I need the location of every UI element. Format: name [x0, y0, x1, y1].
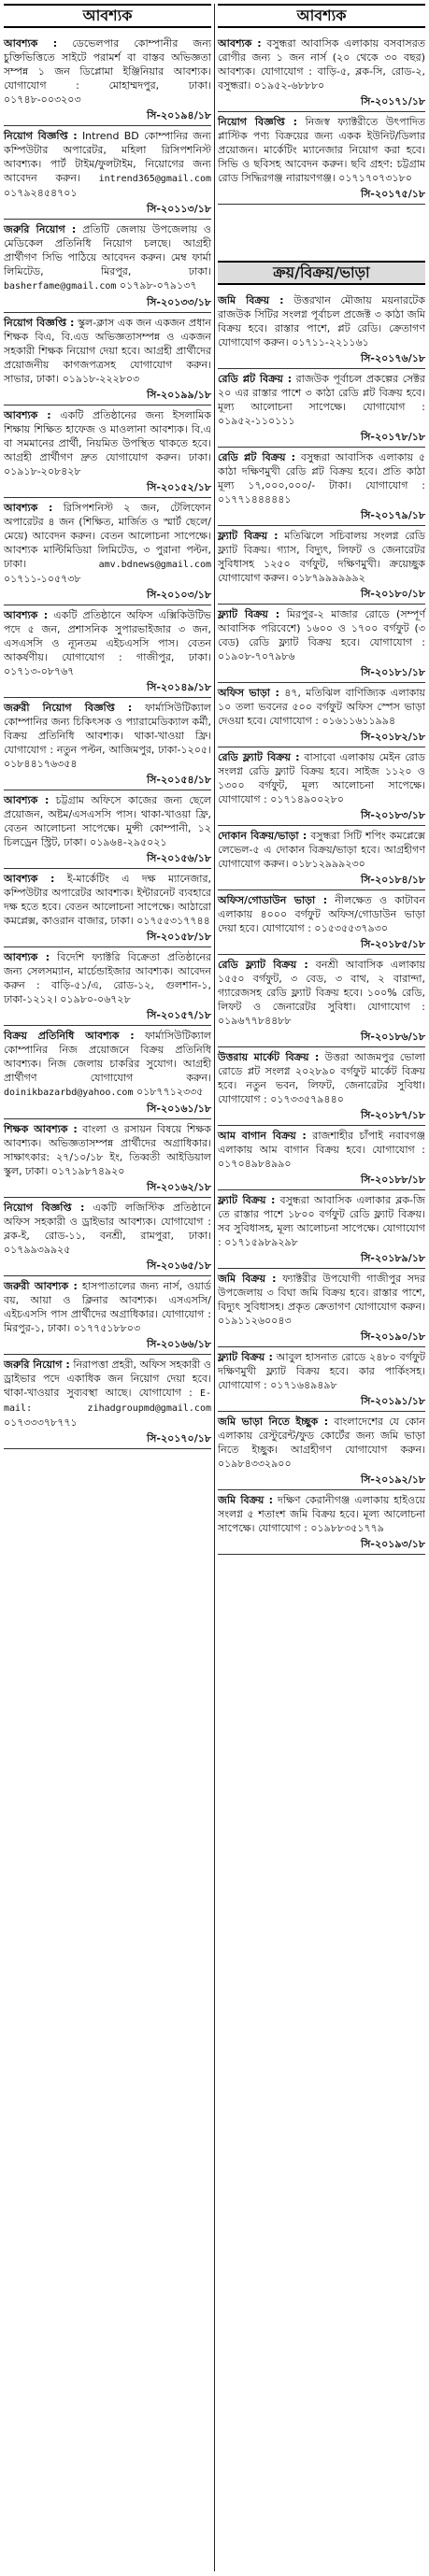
- classified-ad: [218, 826, 425, 890]
- ad-email[interactable]: intrend365@gmail.com: [98, 174, 211, 184]
- ad-title: শিক্ষক আবশ্যক :: [4, 1123, 78, 1135]
- classified-ad: [218, 34, 425, 112]
- ad-email[interactable]: doinikbazarbd@yahoo.com: [4, 1088, 134, 1098]
- ad-body: বসুন্ধরা সিটি শপিং কমপ্লেক্সে লেভেল-৫ এ দোকান বিক্রয়/ভাড়া হবে। আগ্রহীগণ যোগাযোগ করুন।: [218, 830, 426, 870]
- classified-ad: [218, 526, 425, 605]
- classified-ad: [218, 890, 425, 955]
- ad-body: বনশ্রী আবাসিক এলাকায় ১৫৫০ বর্গফুট, ৩ বেড, ৩ বাথ, ২ বারান্দা, গ্যারেজসহ রেডি ফ্ল্যাট বিক্রয় হবে। ১০০% রেডি, লিফট ও জেনারেটর সুবিধা। যোগাযোগ :: [218, 959, 426, 1013]
- ad-phone: ০১৭৩৩৩৭৮৭৭১: [4, 1416, 78, 1429]
- ad-phone: ০১৮৭৭১২৩৩৫: [136, 1086, 204, 1098]
- ad-body: বাসাবো এলাকায় মেইন রোড সংলগ্ন রেডি ফ্ল্যাট বিক্রয় হবে। সাইজ ১১২০ ও ১৩০০ বর্গফুট, মূল্য আলোচনা সাপেক্ষে। যোগাযোগ :: [218, 751, 425, 805]
- ad-phone: ০১৯৮৪৩৩২৯০০: [218, 1458, 292, 1470]
- ad-phone: ০১৭৫৫৩১৭৭৪৪: [136, 915, 210, 927]
- classified-ad: [218, 605, 425, 683]
- ad-body: একটি প্রতিষ্ঠানের জন্য ইসলামিক শিক্ষায় শিক্ষিত হাফেজ ও মাওলানা আবশ্যক। বি.এ বা সমমানের প্রার্থী, নিয়মিত উপস্থিত থাকতে হবে। আগ্রহী প্রার্থীগণ দ্রুত যোগাযোগ করুন। ঢাকা।: [4, 409, 212, 463]
- ad-body: ফ্যাক্টরীর উপযোগী গাজীপুর সদর উপজেলায় ৩ বিঘা জমি বিক্রয় হবে। রাস্তার পাশে, বিদ্যুৎ সুবিধাসহ। প্রকৃত ক্রেতাগণ যোগাযোগ করুন।: [218, 1273, 426, 1313]
- ad-body: রাজউক পূর্বাচল প্রকল্পের সেক্টর ২০ এর রাস্তার পাশে ৩ কাঠা রেডি প্লট বিক্রয় হবে। মূল্য আলোচনা সাপেক্ষে। যোগাযোগ :: [218, 373, 425, 413]
- ad-title: নিয়োগ বিজ্ঞপ্তি :: [4, 317, 75, 329]
- classified-ad: [4, 605, 211, 698]
- ad-reference-id: সি-২০১৬২/১৮: [146, 1181, 211, 1193]
- ad-reference-id: সি-২০১৭৯/১৮: [360, 509, 425, 521]
- ad-title: আবশ্যক :: [4, 37, 58, 50]
- ad-reference-id: সি-২০১৯৩/১৮: [360, 1538, 425, 1550]
- ad-title: রেডি ফ্ল্যাট বিক্রয় :: [218, 959, 308, 971]
- classified-ad: [4, 1119, 211, 1198]
- ad-title: জরুরি নিয়োগ :: [4, 223, 77, 235]
- section-gap: [218, 205, 425, 261]
- ad-phone: ০১৭১৯৮৭৪৯২০: [50, 1165, 125, 1177]
- ad-phone: ০১৫৩৫৫৩৭৯৩০: [314, 922, 389, 934]
- ad-phone: ০১৯১১২৬০০৪৩: [218, 1315, 292, 1327]
- classified-ad: [4, 313, 211, 406]
- ad-title: জরুরী আবশ্যক :: [4, 1280, 78, 1292]
- ad-reference-id: সি-২০১৮৯/১৮: [361, 1252, 425, 1264]
- ad-body: নিরাপত্তা প্রহরী, অফিস সহকারী ও ড্রাইভার পদে একাধিক জন নিয়োগ দেয়া হবে। থাকা-খাওয়ার সুব্যবস্থা আছে। যোগাযোগ :: [4, 1359, 211, 1399]
- classified-ad: [218, 1269, 425, 1347]
- ad-reference-id: সি-২০১৮৩/১৮: [360, 809, 425, 821]
- ad-body: ফার্মাসিউটিক্যাল কোম্পানির নিজ প্রয়োজনে বিক্রয় প্রতিনিধি আবশ্যক। নিজ জেলায় চাকরির সুযোগ। আগ্রহী প্রার্থীগণ যোগাযোগ করুন।: [4, 1030, 211, 1084]
- ad-email[interactable]: amv.bdnews@gmail.com: [98, 560, 211, 570]
- ad-reference-id: সি-২০১৯০/১৮: [360, 1331, 425, 1343]
- classified-ad: [4, 1198, 211, 1276]
- ad-body: মিরপুর-২ মাজার রোডে (সম্পূর্ণ আবাসিক পরিবেশে) ১৬০০ ও ১৭০০ বর্গফুট (৩ বেড) রেডি ফ্ল্যাট বিক্রয় হবে। যোগাযোগ :: [218, 608, 425, 648]
- ad-reference-id: সি-২০১৮০/১৮: [360, 588, 425, 600]
- ad-title: আম বাগান বিক্রয় :: [218, 1130, 307, 1142]
- ad-phone: ০১৯৫২-১১০১১১: [218, 415, 295, 427]
- ad-phone: ০১৮১২৯৯৯২৩০: [292, 858, 365, 870]
- ad-title: জমি ভাড়া নিতে ইচ্ছুক :: [218, 1416, 329, 1428]
- ad-reference-id: সি-২০১১৩/১৮: [146, 203, 211, 215]
- classified-ad: [218, 1347, 425, 1412]
- ad-reference-id: সি-২০১৭৬/১৮: [360, 352, 425, 364]
- ad-reference-id: সি-২০১৫২/১৮: [146, 481, 211, 493]
- ad-phone: ০১৯৫২-৬৮৮৮০: [253, 79, 325, 92]
- ad-title: নিয়োগ বিজ্ঞপ্তি :: [218, 116, 298, 128]
- classified-ad: [4, 126, 211, 220]
- ad-phone: ০১৯১৮-২০৮৪২৮: [4, 465, 81, 477]
- ad-reference-id: সি-২০১৮২/১৮: [360, 731, 425, 743]
- ad-reference-id: সি-২০১৯৯/১৮: [147, 389, 211, 401]
- left-ads-list: [4, 34, 211, 1449]
- ad-title: আবশ্যক :: [218, 37, 262, 50]
- ad-phone: ০১৯৮০-০৬৭২৮: [60, 993, 131, 1005]
- ad-reference-id: সি-২০১৮৫/১৮: [361, 938, 425, 950]
- ad-body: আবুল হাসনাত রোডে ২৪৮০ বর্গফুট দক্ষিণমুখী ফ্ল্যাট বিক্রয় হবে। কার পার্কিংসহ। যোগাযোগ :: [218, 1351, 426, 1391]
- ad-phone: ০১৯০৮-৭০৭৯৮৬: [218, 650, 295, 662]
- ad-reference-id: সি-২০১৮৬/১৮: [360, 1031, 425, 1043]
- classified-ad: [4, 406, 211, 498]
- ad-reference-id: সি-২০১৯৪/১৮: [147, 109, 211, 121]
- ad-phone: ০১৭১৫৯৮৯২৯৮: [224, 1236, 298, 1248]
- ad-phone: ০১৭১৪৯০০২৮০: [270, 793, 344, 805]
- ad-body: ডেভেলপার কোম্পানীর জন্য চুক্তিভিত্তিতে সাইটে পরামর্শ বা বাস্তব অভিজ্ঞতা সম্পন্ন ১ জন ডিপ্লোমা ইঞ্জিনিয়ার আবশ্যক। যোগাযোগ : মোহাম্মদপুর, ঢাকা।: [4, 37, 212, 92]
- ad-title: জমি বিক্রয় :: [218, 294, 284, 306]
- ad-body: একটি লজিস্টিক প্রতিষ্ঠানে অফিস সহকারী ও ড্রাইভার আবশ্যক। যোগাযোগ : ব্লক-ই, রোড-১১, বনশ্রী, রামপুরা, ঢাকা।: [4, 1202, 212, 1242]
- ad-phone: ০১৮৪৪১৭৬৩৫৪: [4, 758, 78, 770]
- classified-ad: [4, 498, 211, 605]
- ad-title: জরুরি নিয়োগ :: [4, 1359, 70, 1371]
- ad-title: উত্তরায় মার্কেট বিক্রয় :: [218, 1051, 320, 1063]
- ad-body: স্কুল-ক্লাস এক জন একজন প্রধান শিক্ষক বিএ, বি.এড অভিজ্ঞতাসম্পন্ন ও একজন সহকারী শিক্ষক নিয়োগ দেয়া হবে। আগ্রহী প্রার্থীদের প্রয়োজনীয় কাগজপত্রসহ যোগাযোগ করুন। সাভার, ঢাকা।: [4, 317, 211, 385]
- ad-body: ফার্মাসিউটিক্যাল কোম্পানির জন্য চিকিৎসক ও প্যারামেডিক্যাল কর্মী, বিক্রয় প্রতিনিধি আবশ্যক। থাকা-খাওয়া ফ্রি। যোগাযোগ : নতুন পল্টন, আজিমপুর, ঢাকা-১২০৫।: [4, 702, 211, 756]
- ad-body: বসুন্ধরা আবাসিক এলাকার ব্লক-জি তে রাস্তার পাশে ১৮০০ বর্গফুট রেডি ফ্ল্যাট বিক্রয়। সব সুবিধাসহ, মূল্য আলোচনা সাপেক্ষে। যোগাযোগ :: [218, 1194, 425, 1248]
- classified-ad: [218, 1412, 425, 1490]
- classified-ad: [218, 369, 425, 448]
- ad-body: ই-মার্কেটিং এ দক্ষ ম্যানেজার, কম্পিউটার অপারেটর আবশ্যক। ইন্টারনেট ব্যবহারে দক্ষ হতে হবে। বেতন আলোচনা সাপেক্ষে। আঠারো কমপ্লেক্স, কাওরান বাজার, ঢাকা।: [4, 873, 212, 927]
- column-divider: [214, 4, 215, 2571]
- classified-ad: [218, 1490, 425, 1555]
- classified-ad: [4, 1276, 211, 1355]
- ad-phone: ০১৭১১-২২১১৬১: [292, 336, 369, 349]
- ad-phone: ০১৬১১৬১১৯৯৪: [322, 715, 396, 727]
- ad-body: রাজশাহীর চাঁপাই নবাবগঞ্জ এলাকায় আম বাগান বিক্রয় হবে। যোগাযোগ :: [218, 1130, 425, 1156]
- ad-title: রেডি ফ্ল্যাট বিক্রয় :: [218, 751, 300, 763]
- classified-ad: [218, 448, 425, 526]
- ad-body: বসুন্ধরা আবাসিক এলাকায় ৫ কাঠা দক্ষিণমুখী রেডি প্লট বিক্রয় হবে। প্রতি কাঠা মূল্য ১৭,০০০,০০০/- টাকা। যোগাযোগ :: [218, 451, 425, 491]
- ad-body: বসুন্ধরা আবাসিক এলাকায় বসবাসরত রোগীর জন্য ১ জন নার্স (২০ থেকে ৩০ বছর) আবশ্যক। যোগাযোগ : বাড়ি-৫, ব্লক-সি, রোড-২, বসুন্ধরা।: [218, 37, 426, 92]
- classified-ad: [4, 34, 211, 126]
- ad-phone: ০১৭৭৫১৮৮০৩: [73, 1322, 141, 1334]
- ad-reference-id: সি-২০১৬১/১৮: [146, 1103, 211, 1115]
- ad-body: রিসিপশনিস্ট ২ জন, টেলিফোন অপারেটর ৪ জন (শিক্ষিত, মার্জিত ও স্মার্ট ছেলে/মেয়ে) আবেদন করুন। বেতন আলোচনা সাপেক্ষে। আবশ্যক মাল্টিমিডিয়া লিমিটেড, ৩ পুরানা পল্টন, ঢাকা।: [4, 502, 211, 570]
- ad-body: বাংলাদেশের যে কোন এলাকায় রেস্টুরেন্ট/ফুড কোর্টের জন্য জমি ভাড়া নিতে ইচ্ছুক। আগ্রহীগণ যোগাযোগ করুন।: [218, 1416, 425, 1456]
- ad-body: চট্টগ্রাম অফিসে কাজের জন্য ছেলে প্রয়োজন, অষ্টম/এসএসসি পাস। থাকা-খাওয়া ফ্রি, বেতন আলোচনা সাপেক্ষে। মুন্সী কোম্পানী, ১২ চিলড্রেন স্ট্রিট, ঢাকা।: [4, 794, 211, 848]
- ad-phone: ০১৮৭৯৯৯৯৯৯২: [292, 572, 365, 584]
- right-section-heading: আবশ্যক: [218, 4, 425, 28]
- ad-reference-id: সি-২০১৫৭/১৮: [146, 1009, 211, 1021]
- ad-phone: ০১৭৪৮-০০৩২০৩: [4, 93, 81, 106]
- ad-reference-id: সি-২০১৫৪/১৮: [147, 774, 211, 786]
- ad-reference-id: সি-২০১৮৪/১৮: [361, 874, 425, 886]
- ad-title: আবশ্যক :: [4, 609, 49, 621]
- ad-phone: ০১৭১৩-০৮৭৬৭: [4, 665, 75, 677]
- ad-reference-id: সি-২০১৯১/১৮: [361, 1395, 425, 1407]
- ad-title: আবশ্যক :: [4, 409, 51, 421]
- ad-body: হাসপাতালের জন্য নার্স, ওয়ার্ড বয়, আয়া ও ক্লিনার আবশ্যক। এসএসসি/এইচএসসি পাস প্রার্থীদের অগ্রাধিকার। যোগাযোগ : মিরপুর-১, ঢাকা।: [4, 1280, 212, 1334]
- ad-title: বিক্রয় প্রতিনিধি আবশ্যক :: [4, 1030, 135, 1042]
- classified-ad: [218, 1126, 425, 1190]
- ad-title: নিয়োগ বিজ্ঞপ্তি :: [4, 1202, 85, 1214]
- ad-reference-id: সি-২০১৫৬/১৮: [146, 852, 211, 864]
- left-column: [4, 4, 211, 1449]
- ad-email[interactable]: basherfame@gmail.com: [4, 281, 117, 292]
- ad-title: ফ্ল্যাট বিক্রয় :: [218, 530, 279, 542]
- ad-title: রেডি প্লট বিক্রয় :: [218, 451, 295, 463]
- ad-body: নিজস্ব ফ্যাক্টরীতে উৎপাদিত প্লাস্টিক পণ্য বিক্রয়ের জন্য একক ইউনিট/ডিলার প্রয়োজন। মার্কেটিং ম্যানেজার নিয়োগ করা হবে। সিভি ও ছবিসহ আবেদন করুন। ছবি গ্রহণ: চট্টগ্রাম রোড সিদ্ধিরগঞ্জ নারায়ণগঞ্জ।: [218, 116, 426, 184]
- ad-body: উত্তরখান মৌজায় ময়নারটেক রাজউক সিটির সংলগ্ন পূর্বাচল প্রজেক্ট ৩ কাঠা জমি বিক্রয় হবে। রাস্তার পাশে, প্লট রেডি। ক্রেতাগণ যোগাযোগ করুন।: [218, 294, 425, 349]
- ad-title: ফ্ল্যাট বিক্রয় :: [218, 608, 280, 620]
- ad-phone: ০১৭১১-১০৫৭৩৮: [4, 573, 81, 585]
- ad-body: বাংলা ও রসায়ন বিষয়ে শিক্ষক আবশ্যক। অভিজ্ঞতাসম্পন্ন প্রার্থীদের অগ্রাধিকার। সাক্ষাৎকার: ২৭/১০/১৮ ইং, তিব্বতী আইডিয়াল স্কুল, ঢাকা।: [4, 1123, 212, 1177]
- ad-reference-id: সি-২০১৩৩/১৮: [146, 296, 211, 308]
- ad-phone: ০১৭৯৯৩৯৯২৫: [4, 1244, 71, 1256]
- ad-title: আবশ্যক :: [4, 951, 50, 963]
- ad-body: নীলক্ষেত ও কাটাবন এলাকায় ৪০০০ বর্গফুট অফিস/গোডাউন ভাড়া দেয়া হবে। যোগাযোগ :: [218, 894, 425, 934]
- ad-reference-id: সি-২০১৬৬/১৮: [146, 1338, 211, 1350]
- ad-title: অফিস/গোডাউন ভাড়া :: [218, 894, 328, 906]
- ad-title: আবশ্যক :: [4, 873, 55, 885]
- classified-ad: [4, 1026, 211, 1119]
- ad-body: মতিঝিলে সচিবালয় সংলগ্ন রেডি ফ্ল্যাট বিক্রয়। গ্যাস, বিদ্যুৎ, লিফট ও জেনারেটর সুবিধাসহ ১২৫০ বর্গফুট, দক্ষিণমুখী। ক্রয়েচ্ছুক যোগাযোগ করুন।: [218, 530, 425, 584]
- ad-title: দোকান বিক্রয়/ভাড়া :: [218, 830, 307, 842]
- ad-phone: ০১৭৩৩৫৭৯৪৪০: [270, 1093, 344, 1105]
- ad-phone: ০১৭৯৮-০৭৯১৩৭: [119, 279, 197, 292]
- ad-reference-id: সি-২০১৭৫/১৮: [360, 188, 425, 200]
- ad-phone: ০১৭৭১৪৪৪৪৪১: [218, 493, 292, 505]
- ad-reference-id: সি-২০১৪৯/১৮: [147, 681, 211, 693]
- ad-title: অফিস ভাড়া :: [218, 687, 279, 699]
- ad-reference-id: সি-২০১৮১/১৮: [361, 666, 425, 678]
- classified-ad: [4, 698, 211, 790]
- ad-body: ৪৭, মতিঝিল বাণিজ্যিক এলাকায় ১০ তলা ভবনের ৫০০ বর্গফুট অফিস স্পেস ভাড়া দেওয়া হবে। যোগাযোগ :: [218, 687, 426, 727]
- ad-phone: ০১৯১৮-২২২৮০৩: [62, 373, 140, 385]
- ad-title: জমি বিক্রয় :: [218, 1273, 277, 1285]
- ad-phone: ০১৯৬৪-২৯৫০২১: [90, 836, 167, 848]
- ad-phone: ০১৭১৬৪৯৪৯৮: [270, 1379, 337, 1391]
- ad-body: দক্ষিণ কেরানীগঞ্জ এলাকায় হাইওয়ে সংলগ্ন ৫ শতাংশ জমি বিক্রয় হবে। মূল্য আলোচনা সাপেক্ষে। যোগাযোগ :: [218, 1494, 425, 1534]
- classified-ad: [218, 291, 425, 369]
- ad-title: জরুরী নিয়োগ বিজ্ঞপ্তি :: [4, 702, 133, 714]
- left-section-heading: আবশ্যক: [4, 4, 211, 28]
- ad-title: রেডি প্লট বিক্রয় :: [218, 373, 293, 385]
- ad-reference-id: সি-২০১৮৮/১৮: [361, 1174, 425, 1186]
- ad-email[interactable]: E-mail: zihadgroupmd@gmail.com: [4, 1388, 211, 1414]
- right-column: [218, 4, 425, 1555]
- ad-reference-id: সি-২০১৭৮/১৮: [360, 431, 425, 443]
- ad-title: ফ্ল্যাট বিক্রয় :: [218, 1194, 276, 1206]
- ad-title: ফ্ল্যাট বিক্রয় :: [218, 1351, 273, 1363]
- ad-title: আবশ্যক :: [4, 794, 50, 806]
- classified-ad: [4, 220, 211, 313]
- ad-title: নিয়োগ বিজ্ঞপ্তি :: [4, 130, 78, 142]
- classified-ad: [218, 112, 425, 205]
- classified-ad: [4, 869, 211, 947]
- ad-body: Intrend BD কোম্পানির জন্য কম্পিউটার অপারেটর, মহিলা রিসিপশনিস্ট আবশ্যক। পার্ট টাইম/ফুলটাইম, নিয়োগের জন্য আবেদন করুন।: [4, 130, 211, 184]
- classified-ad: [218, 1190, 425, 1269]
- ad-reference-id: সি-২০১০৩/১৮: [146, 589, 211, 601]
- ad-reference-id: সি-২০১৫৮/১৮: [147, 931, 211, 943]
- classified-ad: [4, 1355, 211, 1449]
- buy-sell-rent-list: [218, 291, 425, 1555]
- buy-sell-rent-heading: ক্রয়/বিক্রয়/ভাড়া: [218, 261, 425, 285]
- classified-ad: [218, 1047, 425, 1126]
- ad-body: একটি প্রতিষ্ঠানে অফিস এক্সিকিউটিভ পদে ৫ জন, প্রশাসনিক সুপারভাইজার ৩ জন, এসএসসি ও ন্যূনতম এইচএসসি পাস। বেতন আকর্ষণীয়। যোগাযোগ : গাজীপুর, ঢাকা।: [4, 609, 212, 663]
- classified-ad: [218, 955, 425, 1047]
- ad-phone: ০১৭১৭০৭৩১৮০: [338, 172, 412, 184]
- ad-title: আবশ্যক :: [4, 502, 53, 514]
- ad-body: বিদেশি ফ্যাক্টরি বিক্রেতা প্রতিষ্ঠানের জন্য সেলসম্যান, মার্চেন্ডাইজার আবশ্যক। আবেদন করুন : বাড়ি-৫১/এ, রোড-১২, গুলশান-১, ঢাকা-১২১২।: [4, 951, 212, 1005]
- ad-reference-id: সি-২০১৭০/১৮: [146, 1432, 211, 1445]
- ad-reference-id: সি-২০১৬৫/১৮: [146, 1260, 211, 1272]
- right-ads-list: [218, 34, 425, 205]
- ad-reference-id: সি-২০১৭১/১৮: [360, 95, 425, 107]
- ad-phone: ০১৯৮৮৩৫১৭৭৯: [310, 1522, 384, 1534]
- classified-ad: [4, 790, 211, 869]
- classified-ad: [4, 947, 211, 1026]
- ad-reference-id: সি-২০১৮৭/১৮: [360, 1109, 425, 1121]
- ad-body: উত্তরা আজমপুর ভোলা রোডে প্লট সংলগ্ন ২০২৮৯০ বর্গফুট মার্কেট বিক্রয় হবে। নতুন ভবন, লিফট, জেনারেটর সুবিধা। যোগাযোগ :: [218, 1051, 425, 1105]
- ad-phone: ০১৯৬৭৭৮৪৪৮৮: [218, 1015, 292, 1027]
- ad-reference-id: সি-২০১৯২/১৮: [360, 1473, 425, 1486]
- classified-ad: [218, 683, 425, 747]
- ad-phone: ০১৭০৪৯৮৪৯৯০: [218, 1158, 292, 1170]
- ad-title: জমি বিক্রয় :: [218, 1494, 274, 1506]
- classified-ad: [218, 747, 425, 826]
- ad-body: প্রতিটি জেলায় উপজেলায় ও মেডিকেল প্রতিনিধি নিয়োগ চলছে। আগ্রহী প্রার্থীগণ সিভি পাঠিয়ে আবেদন করুন। মেম্ব ফার্মা লিমিটেড, মিরপুর, ঢাকা।: [4, 223, 211, 278]
- ad-phone: ০১৭৯২৪৫৪৭০১: [4, 187, 78, 199]
